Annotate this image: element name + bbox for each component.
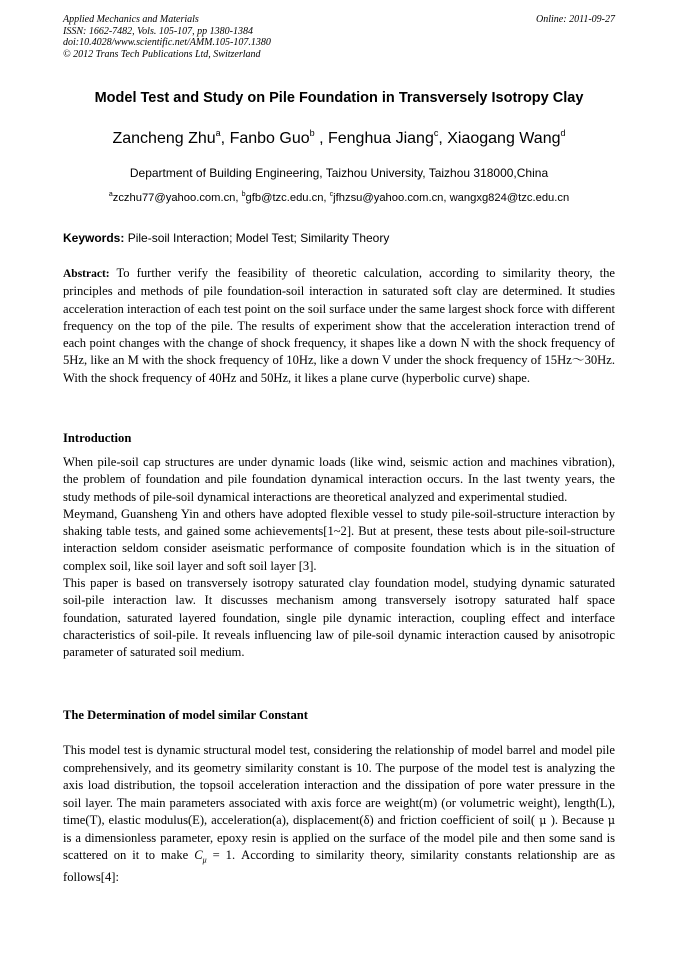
email-list — [40, 191, 638, 204]
paragraph: ). Because — [550, 813, 608, 827]
abstract — [63, 265, 615, 387]
equation-rhs: = 1 — [206, 848, 232, 862]
paragraph: This paper is based on transversely isotropy saturated clay foundation model, studying dynamic saturated soil-pile interaction law. It discusses mechanism among transversely isotropy saturated half space foundation, saturated layered foundation, single pile dynamic interaction, coupling effect and interface characteristics of soil-pile. It reveals influencing law of pile-soil dynamic interaction caused by anisotropic parameter of saturated soil medium. — [63, 576, 615, 660]
author-list — [40, 128, 638, 148]
journal-header — [63, 14, 615, 60]
copyright-line: © 2012 Trans Tech Publications Ltd, Switzerland — [63, 48, 261, 60]
author-2: Fanbo Guo — [229, 130, 310, 147]
keywords-label: Keywords: — [63, 231, 125, 245]
paragraph: When pile-soil cap structures are under dynamic loads (like wind, seismic action and machines vibration), the problem of foundation and pile foundation dynamical interaction occurs. In the last twenty years, the study methods of pile-soil dynamical interactions are theoretical analyzed and experimental studied. — [63, 455, 615, 504]
section-heading-introduction: Introduction — [63, 431, 132, 445]
doi-line: doi:10.4028/www.scientific.net/AMM.105-107.1380 — [63, 37, 271, 48]
author-1: Zancheng Zhu — [112, 130, 216, 147]
paragraph: . According to similarity theory, similarity constants relationship are as follows[4]: — [63, 848, 615, 885]
paragraph: Meymand, Guansheng Yin and others have adopted flexible vessel to study pile-soil-structure interaction by shaking table tests, and gained some achievements[1~2]. But at present, these tests about pile-soil-structure interaction seldom consider aseismatic performance of composite foundation which is in the situation of complex soil, like soil layer and soft soil layer [3]. — [63, 506, 615, 573]
c-symbol: C — [194, 848, 203, 862]
author-separator: , — [220, 130, 230, 147]
email-mark: a — [108, 191, 113, 198]
author-4: Xiaogang Wang — [447, 130, 561, 147]
author-separator: , — [314, 130, 328, 147]
similarity-body — [63, 742, 615, 887]
paragraph: This model test is dynamic structural model test, considering the relationship of model barrel and model pile comprehensively, and its geometry similarity constant is 10. The purpose of the model test is analyzing the axis load distribution, the topsoil acceleration interaction and the dissipation of pore water pressure in the soil layer. The main parameters associated with axis force are weight(m) (or volumetric weight), length(L), time(T), elastic modulus(E), acceleration(a), displacement(δ) and friction coefficient of soil( — [63, 743, 615, 827]
section-heading-similarity: The Determination of model similar Constant — [63, 708, 308, 722]
author-1-mark: a — [215, 128, 221, 138]
email-mark: c — [329, 191, 334, 198]
mu-symbol: μ — [535, 814, 551, 827]
abstract-label: Abstract: — [63, 268, 110, 280]
author-separator: , — [438, 130, 448, 147]
email-3: jfhzsu@yahoo.com.cn, wangxg824@tzc.edu.cn — [333, 192, 570, 204]
email-2: gfb@tzc.edu.cn, — [245, 192, 330, 204]
keywords-text: Pile-soil Interaction; Model Test; Similarity Theory — [124, 231, 390, 245]
author-3-mark: c — [433, 128, 439, 138]
author-4-mark: d — [560, 128, 566, 138]
online-date: Online: 2011-09-27 — [536, 14, 615, 25]
abstract-text: To further verify the feasibility of theoretic calculation, according to similarity theory, the principles and methods of pile foundation-soil interaction in saturated soft clay are determined. It studies acceleration interaction of each test point on the soil surface under the same largest shock force with different frequency on the top of the pile. The results of experiment show that the acceleration interaction trend of each point changes with the change of shock frequency, it shapes like a down N with the shock frequency of 5Hz, like an M with the shock frequency of 10Hz, like a down V under the shock frequency of 15Hz～30Hz. With the shock frequency of 40Hz and 50Hz, it likes a plane curve (hyperbolic curve) shape. — [63, 266, 615, 385]
email-mark: b — [241, 191, 246, 198]
issn-line: ISSN: 1662-7482, Vols. 105-107, pp 1380-1384 — [63, 25, 253, 37]
email-1: zczhu77@yahoo.com.cn, — [112, 192, 242, 204]
c-subscript: μ — [202, 855, 207, 865]
journal-name: Applied Mechanics and Materials — [63, 14, 199, 25]
c-mu-equation — [194, 848, 207, 865]
introduction-body — [63, 454, 615, 662]
author-2-mark: b — [309, 128, 315, 138]
author-3: Fenghua Jiang — [327, 130, 434, 147]
paragraph: is a dimensionless parameter, epoxy resin is applied on the surface of the model pile and then some sand is scattered on it to make — [63, 830, 615, 862]
affiliation: Department of Building Engineering, Taizhou University, Taizhou 318000,China — [129, 166, 549, 180]
mu-symbol: μ — [607, 814, 615, 827]
keywords — [63, 231, 615, 245]
paper-title: Model Test and Study on Pile Foundation in Transversely Isotropy Clay — [94, 90, 584, 106]
